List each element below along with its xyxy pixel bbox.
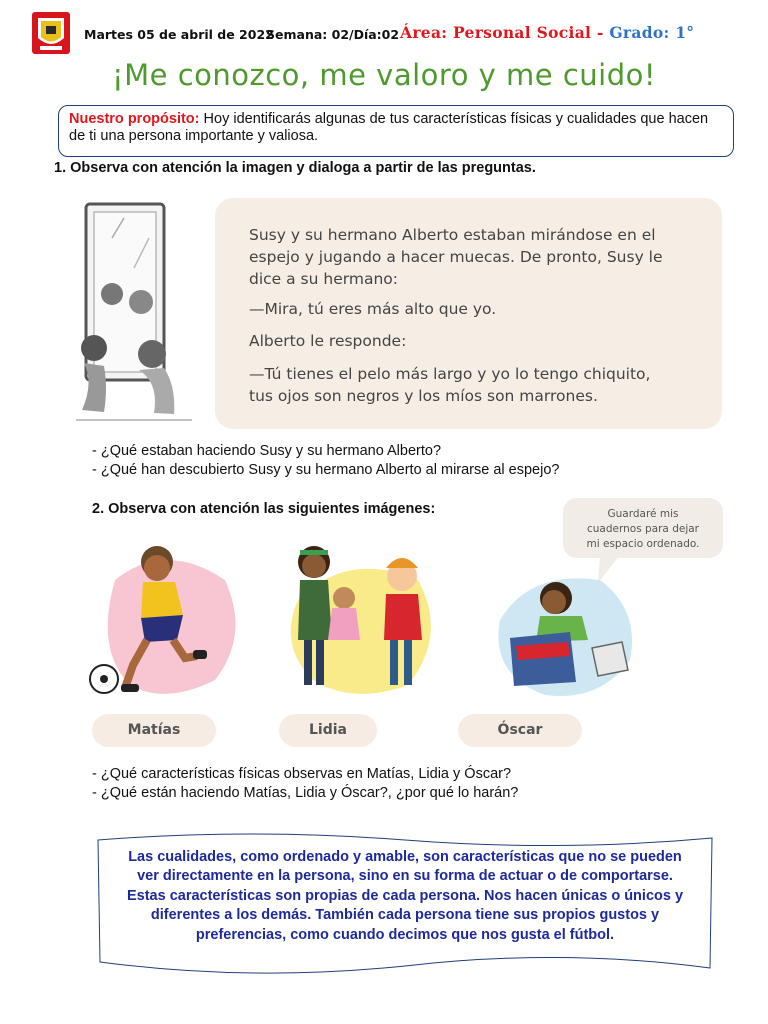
story-box bbox=[215, 198, 722, 429]
header-area: Área: Personal Social - bbox=[400, 23, 604, 42]
lidia-illustration bbox=[278, 540, 446, 702]
section2-instruction: 2. Observa con atención las siguientes imágenes: bbox=[92, 501, 436, 517]
name-label-oscar: Óscar bbox=[458, 714, 582, 747]
cualidades-note bbox=[100, 848, 710, 945]
purpose-text: Hoy identificarás algunas de tus características físicas y cualidades que hacen de ti una persona importante y valiosa. bbox=[69, 111, 709, 144]
note-line: Estas características son propias de cada persona. Nos hacen únicas o únicos y bbox=[126, 887, 684, 904]
header-area-grade bbox=[400, 23, 694, 42]
section1-instruction: 1. Observa con atención la imagen y dialoga a partir de las preguntas. bbox=[54, 160, 536, 176]
question-item: - ¿Qué estaban haciendo Susy y su hermano Alberto? bbox=[92, 443, 442, 459]
question-item: - ¿Qué están haciendo Matías, Lidia y Óscar?, ¿por qué lo harán? bbox=[92, 785, 519, 801]
purpose-box bbox=[58, 105, 734, 157]
story-line: espejo y jugando a hacer muecas. De pronto, Susy le bbox=[249, 248, 663, 266]
matias-illustration bbox=[85, 540, 245, 702]
story-line: —Mira, tú eres más alto que yo. bbox=[249, 300, 497, 318]
story-line: —Tú tienes el pelo más largo y yo lo tengo chiquito, bbox=[249, 365, 651, 383]
oscar-illustration bbox=[490, 560, 650, 702]
note-line: Las cualidades, como ordenado y amable, son características que no se pueden bbox=[128, 849, 682, 865]
header-grade: Grado: 1° bbox=[609, 23, 695, 42]
section2-questions bbox=[92, 765, 518, 803]
name-label-lidia: Lidia bbox=[279, 714, 377, 747]
purpose-label: Nuestro propósito: bbox=[69, 111, 200, 127]
section1-questions bbox=[92, 442, 559, 480]
header-date: Martes 05 de abril de 2022 bbox=[84, 27, 274, 42]
note-line: preferencias, como cuando decimos que nos gusta el fútbol. bbox=[195, 926, 615, 943]
name-label-matias: Matías bbox=[92, 714, 216, 747]
note-line: ver directamente en la persona, sino en su forma de actuar o de comportarse. bbox=[137, 868, 673, 885]
story-line: dice a su hermano: bbox=[249, 270, 398, 288]
question-item: - ¿Qué han descubierto Susy y su hermano Alberto al mirarse al espejo? bbox=[92, 462, 560, 478]
note-line: diferentes a los demás. También cada persona tiene sus propios gustos y bbox=[150, 907, 660, 924]
speech-bubble-text bbox=[563, 507, 723, 552]
story-line: Susy y su hermano Alberto estaban mirándose en el bbox=[249, 226, 656, 244]
school-logo bbox=[32, 12, 70, 54]
mirror-children-illustration bbox=[64, 198, 204, 430]
page-title: ¡Me conozco, me valoro y me cuido! bbox=[112, 58, 656, 92]
speech-line: Guardaré mis bbox=[607, 508, 679, 520]
header-week: Semana: 02/Día:02 bbox=[266, 27, 400, 42]
story-line: Alberto le responde: bbox=[249, 332, 407, 350]
question-item: - ¿Qué características físicas observas en Matías, Lidia y Óscar? bbox=[92, 766, 512, 782]
story-line: tus ojos son negros y los míos son marrones. bbox=[249, 387, 598, 405]
speech-line: cuadernos para dejar bbox=[587, 523, 699, 535]
speech-line: mi espacio ordenado. bbox=[586, 538, 700, 550]
